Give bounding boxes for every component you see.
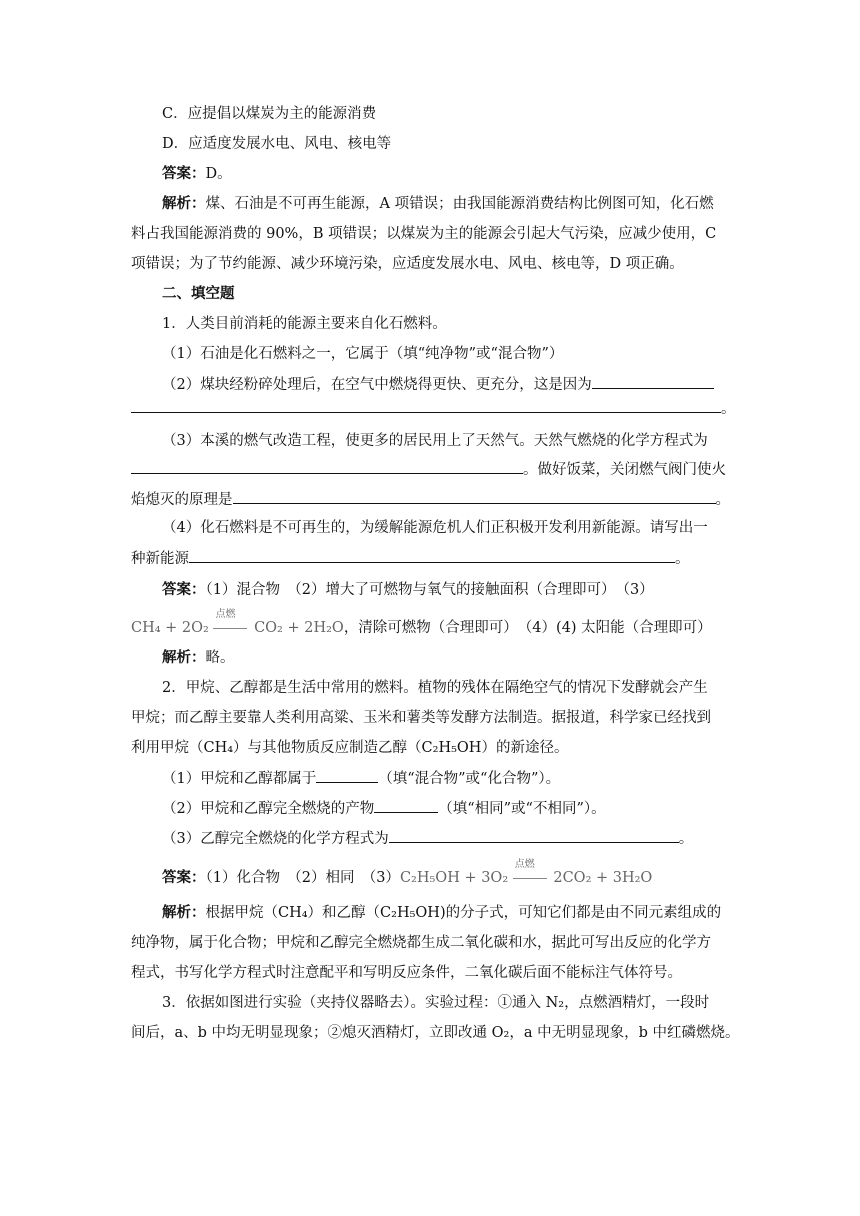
answer-value: D。	[205, 166, 232, 182]
q2-stem-2: 甲烷；而乙醇主要靠人类利用高粱、玉米和薯类等发酵方法制造。据报道，科学家已经找到	[131, 710, 711, 726]
q1-part-4b-text: 种新能源	[131, 551, 189, 567]
answer-blank[interactable]	[131, 398, 721, 413]
answer-blank[interactable]	[374, 798, 438, 813]
q1-part-4-cont	[131, 548, 731, 569]
equation-reactants: CH₄ + 2O₂	[131, 620, 209, 636]
analysis-label: 解析：	[162, 195, 206, 212]
answer-blank[interactable]	[189, 548, 675, 563]
q1-part-2	[162, 374, 762, 395]
q1-part-3-cont	[131, 459, 731, 480]
section-title: 二、填空题	[162, 285, 235, 302]
q1-part-3c-text: 焰熄灭的原理是	[131, 492, 233, 508]
q2-stem-3: 利用甲烷（CH₄）与其他物质反应制造乙醇（C₂H₅OH）的新途径。	[131, 740, 569, 756]
q2-part-3-text: （3）乙醇完全燃烧的化学方程式为	[162, 831, 389, 847]
q3-stem-2: 间后，a、b 中均无明显现象；②熄灭酒精灯，立即改通 O₂，a 中无明显现象，b 中红磷燃烧。	[131, 1025, 740, 1041]
q1-answer	[162, 580, 762, 600]
q1-part-1: （1）石油是化石燃料之一，它属于（填“纯净物”或“混合物”）	[162, 346, 564, 362]
q1-part-3-cont2	[131, 489, 731, 510]
reaction-arrow	[213, 609, 249, 638]
q1-answer-tail: ，清除可燃物（合理即可） （4）(4) 太阳能（合理即可）	[343, 620, 712, 636]
answer-blank[interactable]	[316, 768, 378, 783]
prev-answer	[162, 164, 762, 184]
q1-part-2-text: （2）煤块经粉碎处理后，在空气中燃烧得更快、更充分，这是因为	[162, 377, 592, 393]
q2-part-3	[162, 828, 762, 849]
q2-analysis-3: 程式，书写化学方程式时注意配平和写明反应条件，二氧化碳后面不能标注气体符号。	[131, 965, 682, 981]
analysis-text: 略。	[205, 650, 235, 666]
prev-analysis-line-3: 项错误；为了节约能源、减少环境污染，应适度发展水电、风电、核电等，D 项正确。	[131, 256, 684, 272]
answer-blank[interactable]	[233, 489, 716, 504]
q1-part-2-cont	[131, 398, 736, 419]
period: 。	[675, 551, 690, 567]
q2-analysis-2: 纯净物，属于化合物；甲烷和乙醇完全燃烧都生成二氧化碳和水，据此可写出反应的化学方	[131, 935, 711, 951]
analysis-label: 解析：	[162, 649, 206, 666]
equation-products: CO₂ + 2H₂O	[254, 620, 344, 636]
q3-stem-1: 3．依据如图进行实验（夹持仪器略去）。实验过程：①通入 N₂，点燃酒精灯，一段时	[162, 995, 710, 1011]
reaction-condition: 点燃	[514, 859, 535, 870]
option-c: C．应提倡以煤炭为主的能源消费	[162, 106, 377, 122]
answer-blank[interactable]	[131, 459, 523, 474]
q2-part-1-text: （1）甲烷和乙醇都属于	[162, 771, 317, 787]
period: 。	[678, 831, 694, 847]
prev-analysis-line-1	[162, 194, 762, 214]
chemical-equation	[399, 859, 653, 886]
q2-answer	[162, 859, 762, 888]
q1-part-4: （4）化石燃料是不可再生的，为缓解能源危机人们正积极开发利用新能源。请写出一	[162, 520, 708, 536]
reaction-condition: 点燃	[215, 609, 236, 620]
answer-label: 答案：	[162, 581, 206, 598]
analysis-text: 根据甲烷（CH₄）和乙醇（C₂H₅OH)的分子式，可知它们都是由不同元素组成的	[205, 905, 722, 921]
chemical-equation	[131, 609, 344, 636]
answer-blank[interactable]	[592, 374, 714, 389]
q1-analysis	[162, 648, 762, 668]
q2-answer-text: （1）化合物 （2）相同 （3）	[205, 870, 400, 886]
q2-analysis-1	[162, 903, 762, 923]
q2-part-2-text: （2）甲烷和乙醇完全燃烧的产物	[162, 801, 375, 817]
q1-part-3-text: 。做好饭菜，关闭燃气阀门使火	[523, 462, 726, 478]
q1-answer-equation-line	[131, 609, 731, 638]
q2-part-1	[162, 768, 762, 789]
option-d: D．应适度发展水电、风电、核电等	[162, 136, 392, 152]
period: 。	[721, 401, 736, 417]
equation-products: 2CO₂ + 3H₂O	[553, 870, 653, 886]
answer-label: 答案：	[162, 165, 206, 182]
q2-part-2	[162, 798, 762, 819]
answer-label: 答案：	[162, 869, 206, 886]
q2-part-1-hint: （填“混合物”或“化合物”）。	[378, 771, 561, 787]
q2-stem-1: 2．甲烷、乙醇都是生活中常用的燃料。植物的残体在隔绝空气的情况下发酵就会产生	[162, 680, 708, 696]
analysis-text: 煤、石油是不可再生能源，A 项错误；由我国能源消费结构比例图可知，化石燃	[205, 196, 714, 212]
reaction-arrow	[513, 859, 549, 888]
period: 。	[715, 492, 730, 508]
q2-part-2-hint: （填“相同”或“不相同”）。	[438, 801, 606, 817]
equation-reactants: C₂H₅OH + 3O₂	[399, 870, 509, 886]
q1-answer-text: （1）混合物 （2）增大了可燃物与氧气的接触面积（合理即可） （3）	[205, 582, 654, 598]
analysis-label: 解析：	[162, 904, 206, 921]
prev-analysis-line-2: 料占我国能源消费的 90%，B 项错误；以煤炭为主的能源会引起大气污染，应减少使用，C	[131, 226, 717, 242]
answer-blank[interactable]	[389, 828, 679, 843]
q1-part-3: （3）本溪的燃气改造工程，使更多的居民用上了天然气。天然气燃烧的化学方程式为	[162, 433, 708, 449]
q1-stem: 1．人类目前消耗的能源主要来自化石燃料。	[162, 316, 447, 332]
